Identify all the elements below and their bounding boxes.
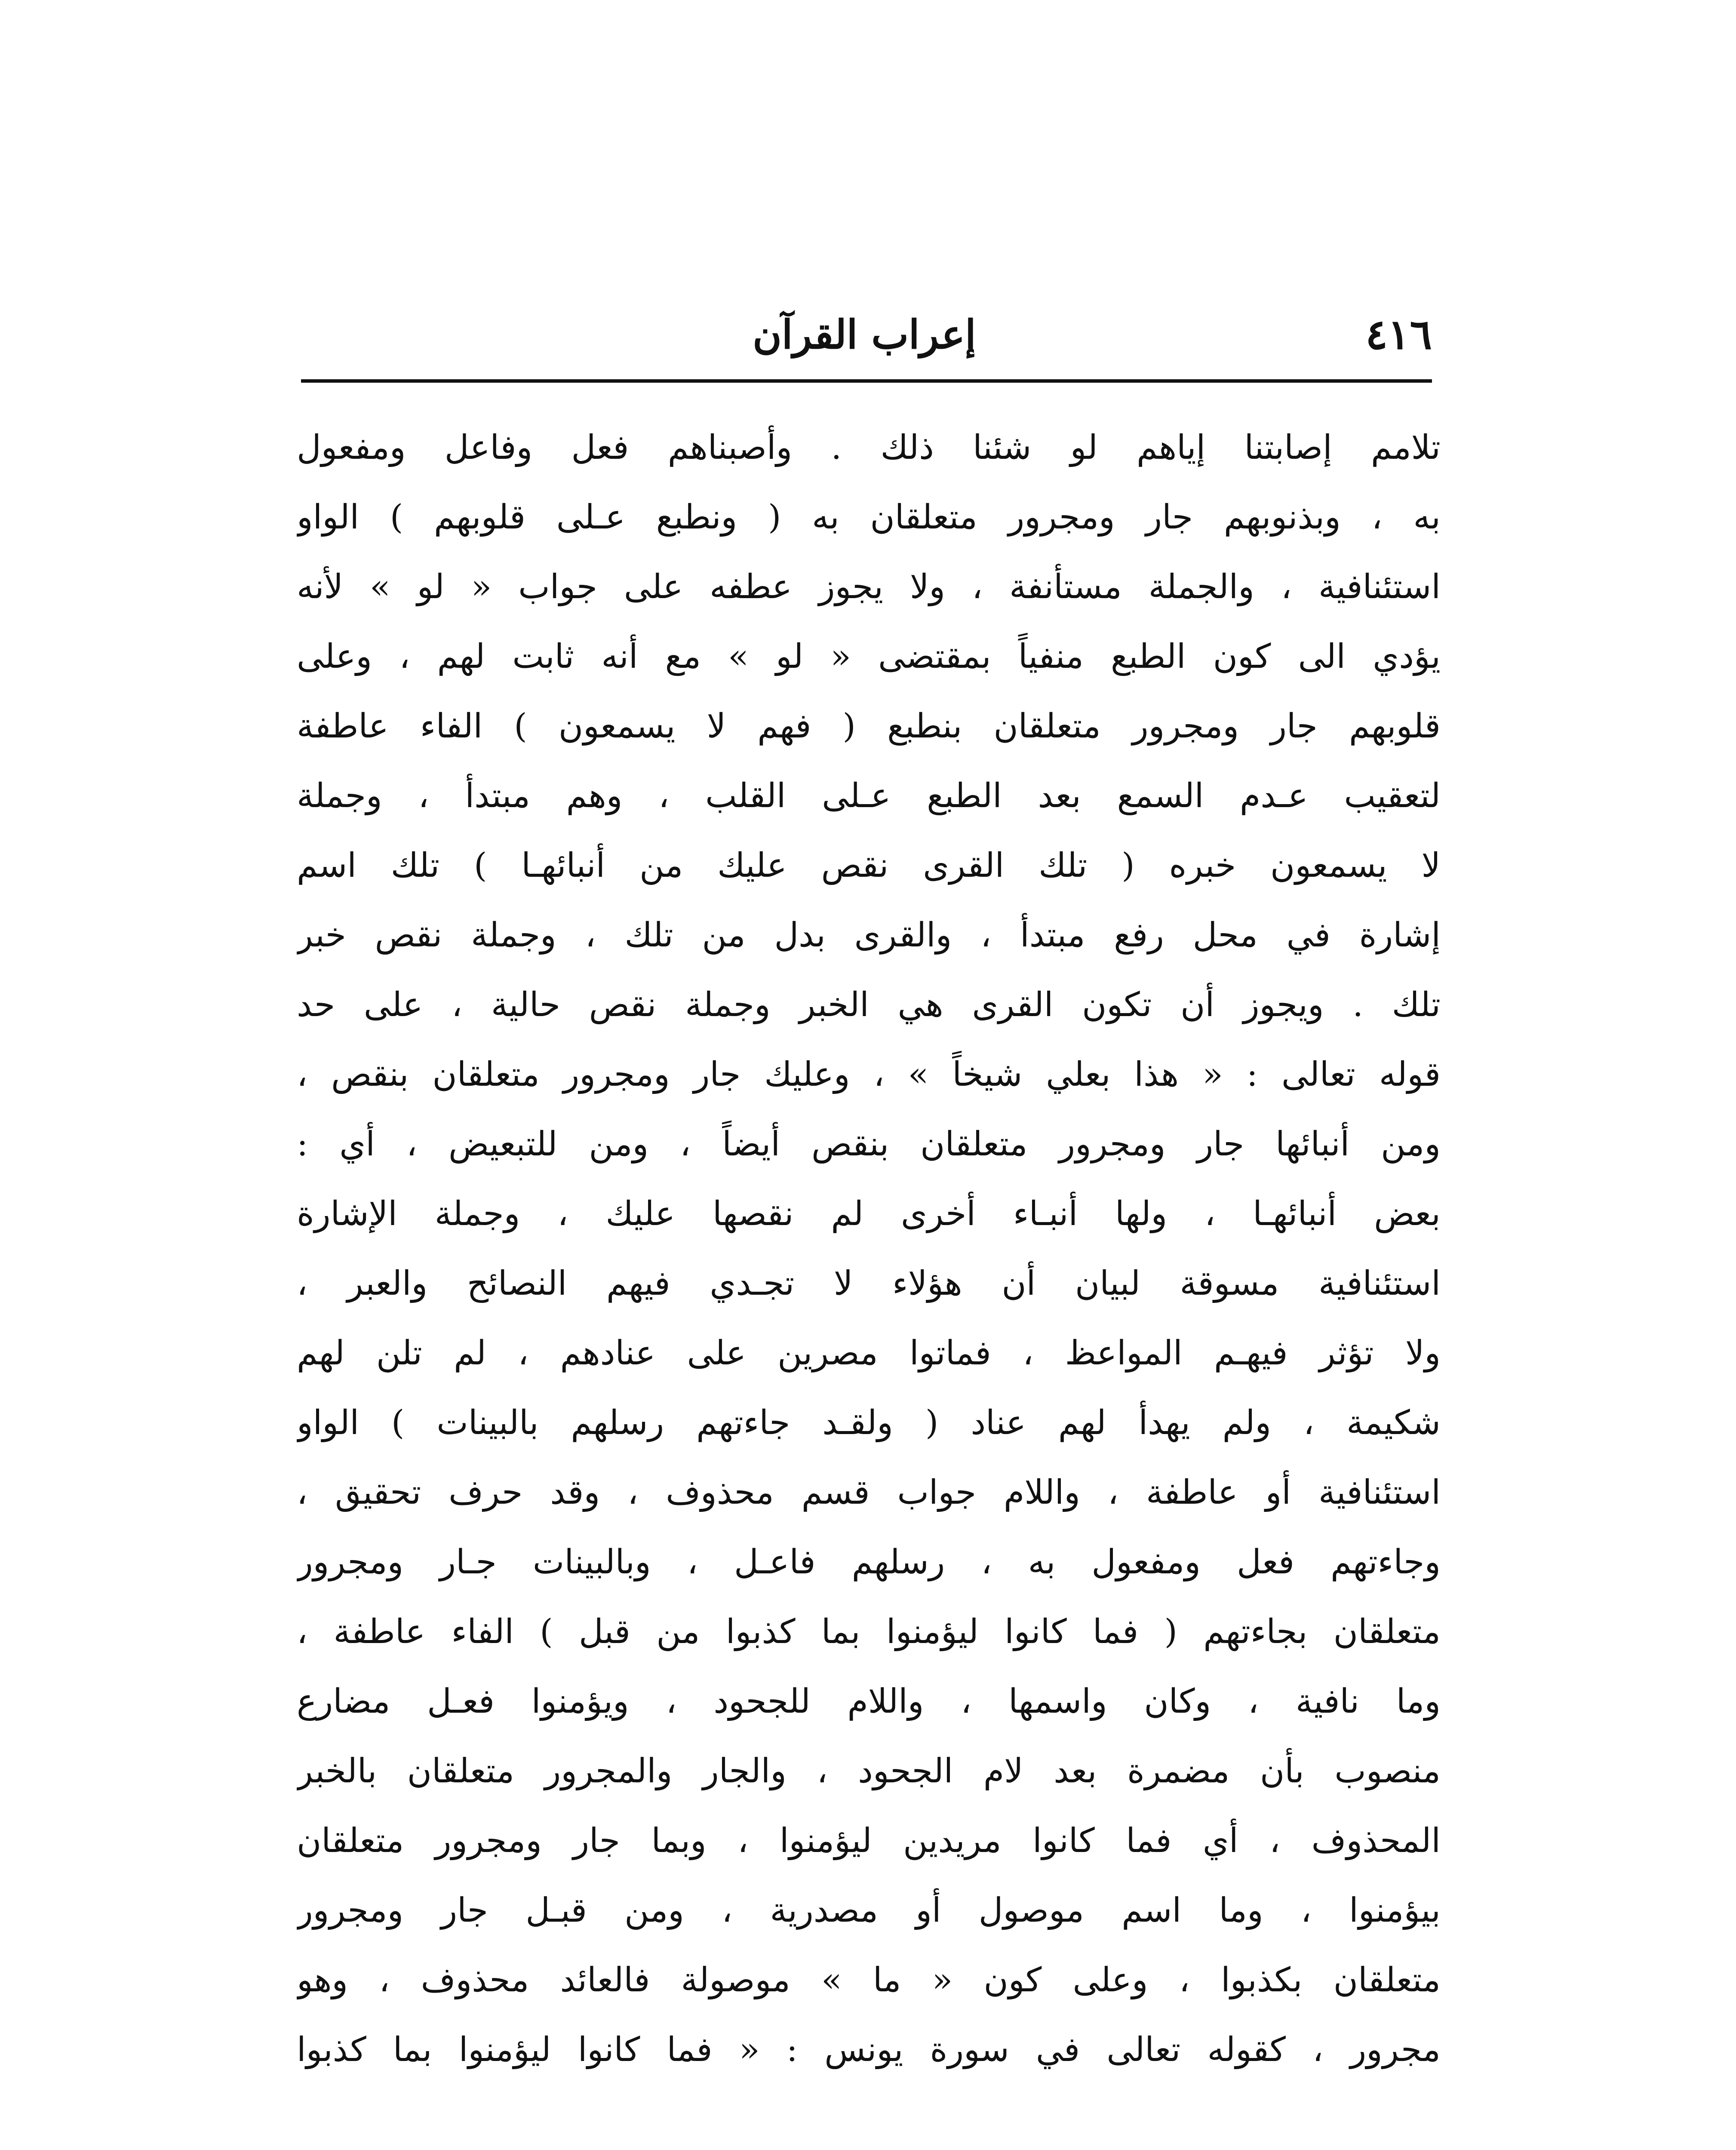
- text-line: استئنافية مسوقة لبيان أن هؤلاء لا تجـدي فيهم النصائح والعبر ،: [297, 1264, 1441, 1303]
- text-line: تلك . ويجوز أن تكون القرى هي الخبر وجملة نقص حالية ، على حد: [297, 986, 1441, 1024]
- text-line: متعلقان بكذبوا ، وعلى كون « ما » موصولة فالعائد محذوف ، وهو: [297, 1961, 1441, 2000]
- page-header: [297, 301, 1432, 370]
- text-line: بيؤمنوا ، وما اسم موصول أو مصدرية ، ومن قبـل جار ومجرور: [297, 1891, 1441, 1930]
- text-line: المحذوف ، أي فما كانوا مريدين ليؤمنوا ، وبما جار ومجرور متعلقان: [297, 1821, 1441, 1860]
- text-line: به ، وبذنوبهم جار ومجرور متعلقان به ( ونطبع عـلى قلوبهم ) الواو: [297, 498, 1441, 537]
- header-rule: [301, 379, 1432, 383]
- text-line: قوله تعالى : « هذا بعلي شيخاً » ، وعليك جار ومجرور متعلقان بنقص ،: [297, 1055, 1441, 1094]
- body-text: [297, 413, 1441, 2085]
- text-line: وما نافية ، وكان واسمها ، واللام للجحود ، ويؤمنوا فعـل مضارع: [297, 1682, 1441, 1721]
- text-line: استئنافية أو عاطفة ، واللام جواب قسم محذوف ، وقد حرف تحقيق ،: [297, 1473, 1441, 1512]
- text-line: لا يسمعون خبره ( تلك القرى نقص عليك من أنبائهـا ) تلك اسم: [297, 846, 1441, 885]
- text-line: لتعقيب عـدم السمع بعد الطبع عـلى القلب ، وهم مبتدأ ، وجملة: [297, 777, 1441, 815]
- text-line: قلوبهم جار ومجرور متعلقان بنطبع ( فهم لا يسمعون ) الفاء عاطفة: [297, 707, 1441, 746]
- running-title: إعراب القرآن: [753, 311, 976, 358]
- text-line: استئنافية ، والجملة مستأنفة ، ولا يجوز عطفه على جواب « لو » لأنه: [297, 568, 1441, 606]
- text-line: مجرور ، كقوله تعالى في سورة يونس : « فما كانوا ليؤمنوا بما كذبوا: [297, 2030, 1441, 2069]
- page-number: ٤١٦: [1365, 310, 1432, 359]
- text-line: ومن أنبائها جار ومجرور متعلقان بنقص أيضاً ، ومن للتبعيض ، أي :: [297, 1125, 1441, 1164]
- text-line: إشارة في محل رفع مبتدأ ، والقرى بدل من تلك ، وجملة نقص خبر: [297, 916, 1441, 955]
- text-line: منصوب بأن مضمرة بعد لام الجحود ، والجار والمجرور متعلقان بالخبر: [297, 1752, 1441, 1791]
- text-line: تلامم إصابتنا إياهم لو شئنا ذلك . وأصبناهم فعل وفاعل ومفعول: [297, 428, 1441, 467]
- text-line: شكيمة ، ولم يهدأ لهم عناد ( ولقـد جاءتهم رسلهم بالبينات ) الواو: [297, 1404, 1441, 1442]
- text-line: ولا تؤثر فيهـم المواعظ ، فماتوا مصرين على عنادهم ، لم تلن لهم: [297, 1334, 1441, 1373]
- text-line: وجاءتهم فعل ومفعول به ، رسلهم فاعـل ، وبالبينات جـار ومجرور: [297, 1543, 1441, 1582]
- text-line: متعلقان بجاءتهم ( فما كانوا ليؤمنوا بما كذبوا من قبل ) الفاء عاطفة ،: [297, 1612, 1441, 1651]
- text-line: يؤدي الى كون الطبع منفياً بمقتضى « لو » مع أنه ثابت لهم ، وعلى: [297, 637, 1441, 676]
- text-line: بعض أنبائهـا ، ولها أنبـاء أخرى لم نقصها عليك ، وجملة الإشارة: [297, 1195, 1441, 1233]
